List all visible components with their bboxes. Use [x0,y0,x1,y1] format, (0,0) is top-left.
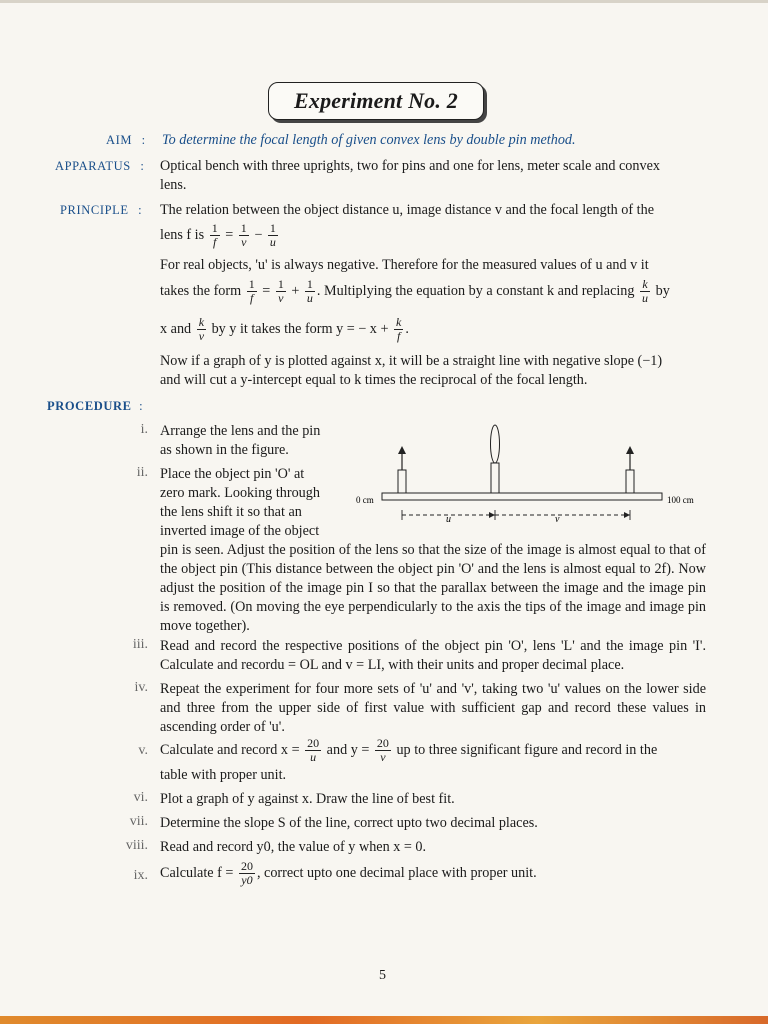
procedure-i-line-2: as shown in the figure. [160,442,289,458]
page-number: 5 [379,968,386,983]
page-title: Experiment No. 2 [294,88,458,113]
procedure-num-iv: iv. [134,680,148,695]
apparatus-row: APPARATUS : [55,159,145,173]
procedure-v-line-2: table with proper unit. [160,767,287,783]
procedure-num-v: v. [138,743,148,758]
principle-final-form: x and $\frac{k}{v}$ by y it takes the form y = − x + $\frac{k}{f}$ . [160,315,409,343]
procedure-iv-text: Repeat the experiment for four more sets of 'u' and 'v', taking two 'u' values on the lower side and three from the upper side of first value with sufficient gap and record these values in ascending order of 'u'. [160,681,706,735]
optical-bench-diagram [350,422,710,522]
procedure-vii-text: Determine the slope S of the line, correct upto two decimal places. [160,815,538,831]
meter-scale [382,493,662,500]
hundred-cm-label: 100 cm [667,495,694,505]
fraction-1-over-u: $\frac{1}{u}$ [269,221,276,249]
procedure-num-vii: vii. [129,814,148,829]
principle-line-3: For real objects, 'u' is always negative. Therefore for the measured values of u and v it [160,257,649,273]
procedure-num-ii: ii. [136,465,148,480]
principle-takes-form: takes the form $\frac{1}{f}$ = $\frac{1}{v}$ + $\frac{1}{u}$ . Multiplying the equation by a constant k and replacing $\frac{k}{u}$ by [160,277,670,305]
object-pin [398,446,406,493]
aim-row: AIM : [106,133,146,147]
title-box [268,82,484,120]
principle-line-5: Now if a graph of y is plotted against x, it will be a straight line with negative slope (−1) [160,353,663,369]
procedure-viii-text: Read and record y0, the value of y when x = 0. [160,839,427,855]
page-bottom-edge [0,1016,768,1024]
principle-label: PRINCIPLE [60,203,129,217]
procedure-num-iii: iii. [132,637,148,652]
apparatus-line-2: lens. [160,177,187,193]
procedure-ii-line-1: Place the object pin 'O' at [160,466,305,482]
aim-label: AIM [106,133,133,147]
principle-row: PRINCIPLE : [60,203,143,217]
zero-cm-label: 0 cm [356,495,374,505]
fraction-1-over-v: $\frac{1}{v}$ [240,221,247,249]
procedure-v-line-1: Calculate and record x = $\frac{20}{u}$ and y = $\frac{20}{v}$ up to three significant figure and record in the [160,736,658,764]
procedure-ii-line-4: inverted image of the object [160,523,320,539]
convex-lens [491,425,500,493]
procedure-ii-line-2: zero mark. Looking through [160,485,320,501]
aim-text: To determine the focal length of given convex lens by double pin method. [162,132,576,148]
u-label: u [446,514,451,522]
principle-lens-equation: lens f is $\frac{1}{f}$ = $\frac{1}{v}$ − $\frac{1}{u}$ [160,221,276,249]
fraction-1-over-f: $\frac{1}{f}$ [211,221,218,249]
procedure-iii-text: Read and record the respective positions of the object pin 'O', lens 'L' and the image pin 'I'. Calculate and recordu = OL and v = LI, with their units and proper decimal place. [160,638,706,673]
principle-line-6: and will cut a y-intercept equal to k times the reciprocal of the focal length. [160,372,588,388]
procedure-num-vi: vi. [133,790,148,805]
procedure-num-viii: viii. [125,838,148,853]
procedure-num-i: i. [140,422,148,437]
principle-line-1: The relation between the object distance u, image distance v and the focal length of the [160,202,655,218]
procedure-ix-line: Calculate f = $\frac{20}{y0}$ , correct upto one decimal place with proper unit. [160,859,537,887]
procedure-num-ix: ix. [133,868,148,883]
v-label: v [555,514,560,522]
procedure-row: PROCEDURE : [47,399,144,413]
procedure-ii-line-3: the lens shift it so that an [160,504,302,520]
image-pin [626,446,634,493]
procedure-vi-text: Plot a graph of y against x. Draw the line of best fit. [160,791,455,807]
procedure-label: PROCEDURE [47,399,132,413]
apparatus-label: APPARATUS [55,159,131,173]
procedure-i-line-1: Arrange the lens and the pin [160,423,321,439]
procedure-ii-continuation: pin is seen. Adjust the position of the lens so that the size of the image is almost equal to that of the object pin (This distance between the object pin 'O' and the lens is almost equal to 2f). Now adjust the position of the image pin I so that the parallax between the image and the image pin is removed. (On moving the eye perpendicularly to the axis the tips of the image and image pin move together). [160,542,706,634]
page-top-edge [0,0,768,3]
apparatus-line-1: Optical bench with three uprights, two for pins and one for lens, meter scale and convex [160,158,660,174]
